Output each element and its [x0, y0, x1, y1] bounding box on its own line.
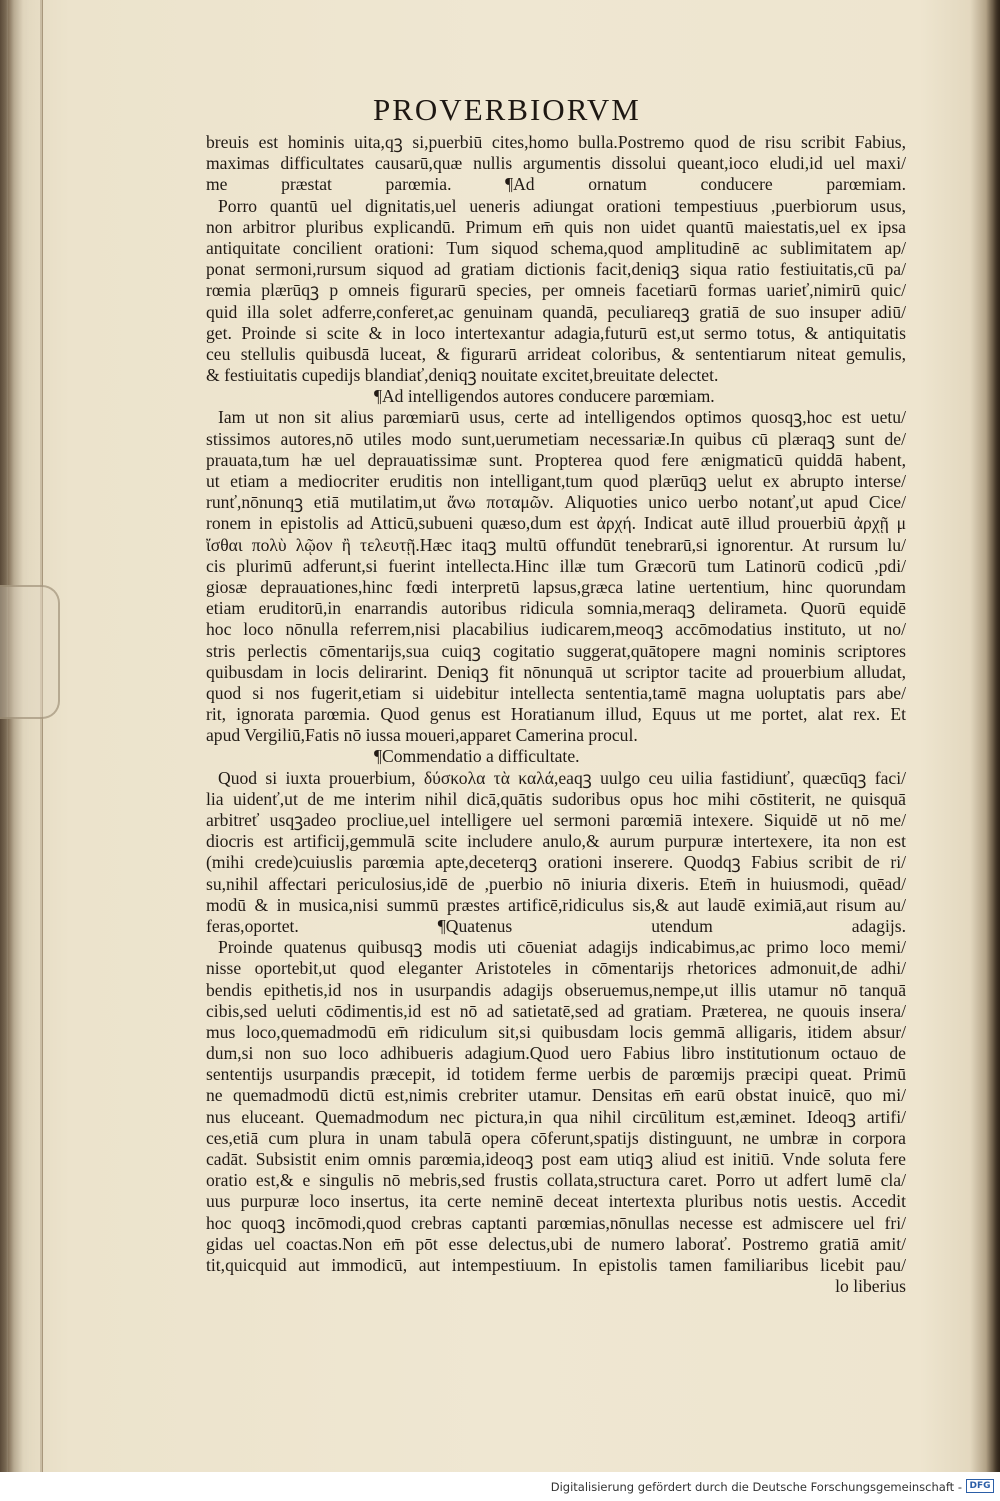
- text-line: quod si nos fugerit,etiam si uidebitur intellecta sententia,tamē magna uoluptatis pars abe/: [206, 682, 906, 703]
- text-line: etiam eruditorū,in enarrandis autoribus ridicula somnia,meraqꝫ delirameta. Quorū equidē: [206, 598, 906, 619]
- text-line: Porro quantū uel dignitatis,uel ueneris adiungat orationi tempestiuus ,puerbiorum usus,: [218, 195, 906, 216]
- dfg-logo-icon: DFG: [966, 1479, 994, 1493]
- text-line: & festiuitatis cupedijs blandiať,deniqꝫ nouitate excitet,breuitate delectet.: [206, 365, 719, 386]
- text-line: ponat sermoni,rursum siquod ad gratiam dictionis facit,deniqꝫ siqua ratio festiuitatis,cū pa/: [206, 259, 906, 280]
- text-line: lia uidenť,ut de me interim nihil dicā,quātis sudoribus opus hoc mihi cōstiterit, ne quisquā: [206, 788, 906, 809]
- footer-bar: [0, 1472, 1000, 1501]
- text-line: ceu stellulis quibusdā luceat, & figurarū arrideat coloribus, & sententiarum niteat gemulis,: [206, 343, 906, 364]
- text-line: stissimos autores,nō utiles modo sunt,uerumetiam necessariæ.In quibus cū plæraqꝫ sunt de/: [206, 428, 906, 449]
- text-line: ronem in epistolis ad Atticū,subueni quæso,dum est ἀρχή. Indicat autē illud prouerbiū ἀρχῇ μ: [206, 513, 906, 534]
- text-line: giosæ deprauationes,hinc fœdi interpretū lapsus,græca latine uertentium, hinc quorundam: [206, 576, 906, 597]
- text-line: bendis epithetis,id nos in usurpandis adagijs obseruemus,nempe,ut illis utamur nō tanquā: [206, 979, 906, 1000]
- text-line: lo liberius: [835, 1276, 906, 1297]
- text-line: diocris est artificij,gemmulā scite includere anulo,& aurum purpuræ intertexere, ita non est: [206, 831, 906, 852]
- text-line: stris perlectis cōmentarijs,sua cuiqꝫ cogitatio suggerat,quātopere magni nominis scriptores: [206, 640, 906, 661]
- running-head: PROVERBIORVM: [373, 92, 641, 127]
- text-line: rœmia plærūqꝫ p omneis figurarū species, per omneis facetiarū formas uarieť,nimirū quic/: [206, 280, 906, 301]
- text-line: Iam ut non sit alius parœmiarū usus, certe ad intelligendos optimos quosqꝫ,hoc est uetu/: [218, 407, 906, 428]
- text-line: me præstat parœmia. ¶Ad ornatum conducere parœmiam.: [206, 174, 906, 195]
- text-line: cadāt. Subsistit enim omnis parœmia,ideoqꝫ post eam utiqꝫ aliud est initiū. Vnde soluta fere: [206, 1149, 906, 1169]
- text-line: hoc quoqꝫ incōmodi,quod crebras captanti parœmias,nōnullas necesse est admiscere uel fri/: [206, 1212, 906, 1233]
- body-text: [206, 132, 906, 1297]
- text-line: prauata,tum hæ uel deprauatissimæ sunt. Propterea quod fere ænigmaticū quiddā habent,: [206, 449, 906, 470]
- text-line: ἴσθαι πολὺ λῷον ἢ τελευτῇ.Hæc itaqꝫ multū offundūt tenebrarū,si ignorentur. At rursum lu/: [206, 534, 906, 555]
- gutter-fold: [40, 0, 42, 1472]
- text-line: ¶Ad intelligendos autores conducere parœmiam.: [374, 386, 715, 407]
- text-line: runť,nōnunqꝫ etiā mutilatim,ut ἄνω ποταμῶν. Aliquoties unico uerbo notanť,ut apud Cice/: [206, 492, 906, 513]
- text-line: hoc loco nōnulla referrem,nisi placabilius iudicarem,meoqꝫ accōmodatius instituto, ut no/: [206, 619, 906, 640]
- text-line: get. Proinde si scite & in loco intertexantur adagia,futurū est,ut sermo totus, & antiquitatis: [206, 322, 906, 343]
- text-line: Proinde quatenus quibusqꝫ modis uti cōueniat adagijs indicabimus,ac primo loco memi/: [218, 937, 906, 958]
- text-line: sententijs usurpandis præcepit, id totidem ferme uerbis de parœmijs præcipi queat. Primū: [206, 1064, 906, 1085]
- right-edge-shadow: [986, 0, 1000, 1472]
- text-line: uus purpuræ loco insertus, ita certe neminē deceat intertexta pluribus notis uestis. Accedit: [206, 1191, 906, 1212]
- text-line: tit,quicquid aut immodicū, aut intempestiuum. In epistolis tamen familiaribus licebit pau/: [206, 1254, 906, 1275]
- text-line: antiquitate concilient orationi: Tum siquod schema,quod amplitudinē ac sublimitatem ap/: [206, 237, 906, 258]
- text-line: arbitreť usqꝫadeo procliue,uel intelligere uel sermoni parœmiā intexere. Siquidē ut nō me/: [206, 810, 906, 830]
- text-line: ¶Commendatio a difficultate.: [374, 746, 580, 767]
- page-edge-shadow: [8, 0, 43, 1472]
- text-line: modū & in musica,nisi summū præstes artificē,ridiculus sis,& aut laudē eximiā,aut risum au/: [206, 894, 906, 915]
- text-line: nisse oportebit,ut quod eleganter Aristoteles in cōmentarijs rhetorices admonuit,de adhi/: [206, 958, 906, 979]
- text-line: (mihi crede)cuiuslis parœmia apte,deceterqꝫ orationi inserere. Quodqꝫ Fabius scribit de ri/: [206, 852, 906, 873]
- text-line: mus loco,quemadmodū em̄ ridiculum sit,si quibusdam locis gemmā alligaris, itidem absur/: [206, 1021, 906, 1042]
- text-line: su,nihil affectari periculosius,idē de ,puerbio nō iniuria dixeris. Etem̄ in huiusmodi, quēad/: [206, 873, 906, 894]
- text-line: Quod si iuxta prouerbium, δύσκολα τὰ καλά,eaqꝫ uulgo ceu uilia fastidiunť, quæcūqꝫ faci/: [218, 767, 906, 788]
- text-line: quid illa solet adferre,conferet,ac genuinam quandā, peculiareqꝫ gratiā de suo insuper adiū/: [206, 301, 906, 322]
- text-line: breuis est hominis uita,qꝫ si,puerbiū cites,homo bulla.Postremo quod de risu scribit Fabius,: [206, 132, 906, 152]
- page-clip-tab: [0, 585, 60, 719]
- text-line: nus eluceant. Quemadmodum nec pictura,in qua nihil circūlitum est,æminet. Ideoqꝫ artifi/: [206, 1106, 906, 1127]
- text-line: ne quemadmodū dictū est,nimis crebriter utamur. Densitas em̄ earū obstat inuicē, quo mi/: [206, 1085, 906, 1106]
- text-line: cis plurimū adferunt,si fuerint intellecta.Hinc illæ tum Græcorū tum Latinorū codicū ,pdi/: [206, 555, 906, 576]
- text-line: cibis,sed ueluti cōdimentis,id est nō ad satietatē,sed ad gratiam. Præterea, ne quouis insera/: [206, 1000, 906, 1021]
- text-line: apud Vergiliū,Fatis nō iussa moueri,apparet Camerina procul.: [206, 725, 638, 746]
- text-line: non arbitror pluribus explicandū. Primum em̄ quis non uidet quantū maiestatis,uel ex ipsa: [206, 216, 906, 237]
- text-line: quibusdam in locis delirarint. Deniqꝫ fit nōnunquā ut scriptor tacite ad prouerbium alludat,: [206, 661, 906, 682]
- text-line: ces,etiā cum plura in unam tabulā opera cōferunt,spatijs distinguunt, ne umbræ in corpora: [206, 1127, 906, 1148]
- text-line: oratio est,& e singulis nō mebris,sed frustis collata,structura caret. Porro ut adfert lumē cla/: [206, 1170, 906, 1191]
- text-line: rit, ignorata parœmia. Quod genus est Horatianum illud, Equus ut me portet, alat rex. Et: [206, 704, 906, 725]
- text-line: maximas difficultates causarū,quæ nullis argumentis dissolui queant,ioco eludi,id uel maxi/: [206, 153, 906, 174]
- text-line: feras,oportet. ¶Quatenus utendum adagijs.: [206, 915, 906, 936]
- text-line: gidas uel coactas.Non em̄ pōt esse delectus,ubi de numero laborať. Postremo gratiā amit/: [206, 1233, 906, 1254]
- text-line: dum,si non suo loco adhibueris adagium.Quod uero Fabius libro institutionum octauo de: [206, 1043, 906, 1064]
- text-line: ut etiam a mediocriter eruditis non intelligant,tum quod plærūqꝫ uelut ex abrupto interse/: [206, 471, 906, 491]
- funding-credit: Digitalisierung gefördert durch die Deutsche Forschungsgemeinschaft -: [550, 1480, 962, 1494]
